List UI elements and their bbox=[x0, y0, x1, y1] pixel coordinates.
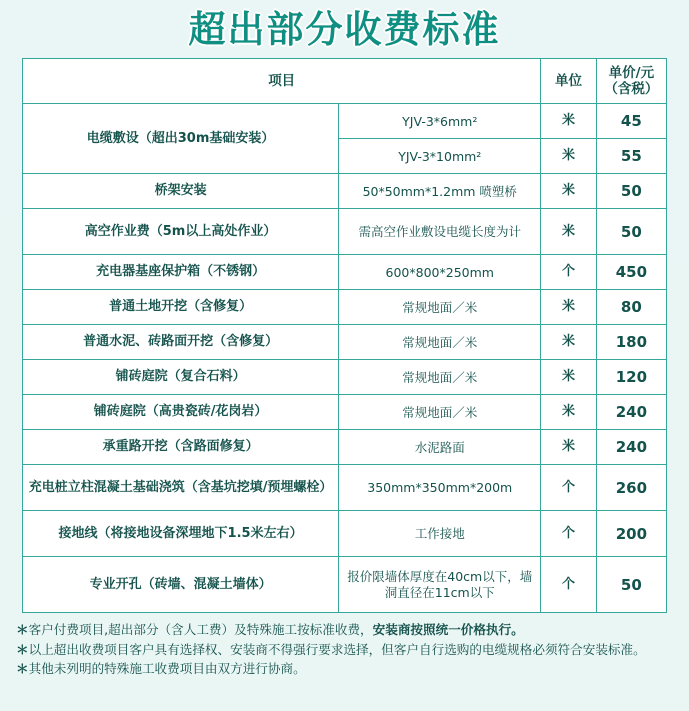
table-row bbox=[23, 255, 667, 290]
row-item-label: 电缆敷设（超出30m基础安装） bbox=[23, 104, 339, 174]
row-spec: 常规地面／米 bbox=[339, 360, 541, 395]
row-spec: 需高空作业敷设电缆长度为计 bbox=[339, 209, 541, 255]
table-row bbox=[23, 430, 667, 465]
row-item-label: 普通土地开挖（含修复） bbox=[23, 290, 339, 325]
row-unit: 米 bbox=[541, 325, 596, 360]
table-row bbox=[23, 395, 667, 430]
note-star-icon: ＊ bbox=[16, 622, 29, 638]
table-row bbox=[23, 325, 667, 360]
row-price: 180 bbox=[596, 325, 666, 360]
row-unit: 个 bbox=[541, 557, 596, 613]
row-spec: 工作接地 bbox=[339, 511, 541, 557]
row-unit: 米 bbox=[541, 395, 596, 430]
row-item-label: 普通水泥、砖路面开挖（含修复） bbox=[23, 325, 339, 360]
header-item: 项目 bbox=[23, 59, 541, 104]
row-unit: 米 bbox=[541, 174, 596, 209]
row-unit: 米 bbox=[541, 104, 596, 139]
note-line bbox=[16, 620, 673, 640]
header-price-line1: 单价/元 bbox=[608, 64, 655, 81]
note-line bbox=[16, 659, 673, 679]
row-item-label: 承重路开挖（含路面修复） bbox=[23, 430, 339, 465]
row-spec: YJV-3*6mm² bbox=[339, 104, 541, 139]
notes-section bbox=[16, 620, 673, 679]
table-row bbox=[23, 104, 667, 139]
row-unit: 个 bbox=[541, 255, 596, 290]
row-price: 200 bbox=[596, 511, 666, 557]
table-row bbox=[23, 465, 667, 511]
table-row bbox=[23, 209, 667, 255]
row-spec: 350mm*350mm*200m bbox=[339, 465, 541, 511]
row-unit: 个 bbox=[541, 465, 596, 511]
row-price: 450 bbox=[596, 255, 666, 290]
row-unit: 米 bbox=[541, 290, 596, 325]
row-spec: YJV-3*10mm² bbox=[339, 139, 541, 174]
note-text: 其他未列明的特殊施工收费项目由双方进行协商。 bbox=[28, 661, 306, 677]
header-price bbox=[596, 59, 666, 104]
note-text: 以上超出收费项目客户具有选择权、安装商不得强行要求选择，但客户自行选购的电缆规格必须符合安装标准。 bbox=[28, 641, 646, 657]
row-item-label: 高空作业费（5m以上高处作业） bbox=[23, 209, 339, 255]
row-spec: 常规地面／米 bbox=[339, 395, 541, 430]
header-price-line2: （含税） bbox=[604, 81, 659, 98]
page-title: 超出部分收费标准 bbox=[188, 8, 501, 51]
note-star-icon: ＊ bbox=[16, 661, 29, 677]
row-price: 50 bbox=[596, 174, 666, 209]
row-unit: 米 bbox=[541, 360, 596, 395]
row-price: 120 bbox=[596, 360, 666, 395]
row-price: 55 bbox=[596, 139, 666, 174]
row-spec: 报价限墙体厚度在40cm以下，墙洞直径在11cm以下 bbox=[339, 557, 541, 613]
row-price: 80 bbox=[596, 290, 666, 325]
row-spec: 水泥路面 bbox=[339, 430, 541, 465]
table-row bbox=[23, 511, 667, 557]
row-item-label: 充电桩立柱混凝土基础浇筑（含基坑挖填/预埋螺栓） bbox=[23, 465, 339, 511]
note-line bbox=[16, 640, 673, 660]
row-item-label: 接地线（将接地设备深埋地下1.5米左右） bbox=[23, 511, 339, 557]
row-unit: 米 bbox=[541, 209, 596, 255]
row-spec: 常规地面／米 bbox=[339, 325, 541, 360]
row-price: 240 bbox=[596, 430, 666, 465]
row-spec: 600*800*250mm bbox=[339, 255, 541, 290]
table-row bbox=[23, 290, 667, 325]
row-item-label: 充电器基座保护箱（不锈钢） bbox=[23, 255, 339, 290]
table-body bbox=[23, 104, 667, 613]
price-table bbox=[22, 58, 667, 613]
row-spec: 50*50mm*1.2mm 喷塑桥 bbox=[339, 174, 541, 209]
table-header bbox=[23, 59, 667, 104]
price-table-container bbox=[22, 58, 667, 613]
row-item-label: 桥架安装 bbox=[23, 174, 339, 209]
row-unit: 个 bbox=[541, 511, 596, 557]
row-item-label: 专业开孔（砖墙、混凝土墙体） bbox=[23, 557, 339, 613]
row-item-label: 铺砖庭院（复合石料） bbox=[23, 360, 339, 395]
row-unit: 米 bbox=[541, 430, 596, 465]
row-price: 45 bbox=[596, 104, 666, 139]
row-price: 50 bbox=[596, 557, 666, 613]
row-spec: 常规地面／米 bbox=[339, 290, 541, 325]
note-star-icon: ＊ bbox=[16, 641, 29, 657]
note-text-bold: 安装商按照统一价格执行。 bbox=[372, 622, 524, 638]
row-unit: 米 bbox=[541, 139, 596, 174]
header-unit: 单位 bbox=[541, 59, 596, 104]
row-price: 50 bbox=[596, 209, 666, 255]
header-row bbox=[23, 59, 667, 104]
row-item-label: 铺砖庭院（高贵瓷砖/花岗岩） bbox=[23, 395, 339, 430]
row-price: 260 bbox=[596, 465, 666, 511]
table-row bbox=[23, 557, 667, 613]
table-row bbox=[23, 174, 667, 209]
table-row bbox=[23, 360, 667, 395]
row-price: 240 bbox=[596, 395, 666, 430]
note-text: 客户付费项目,超出部分（含人工费）及特殊施工按标准收费， bbox=[28, 622, 373, 638]
